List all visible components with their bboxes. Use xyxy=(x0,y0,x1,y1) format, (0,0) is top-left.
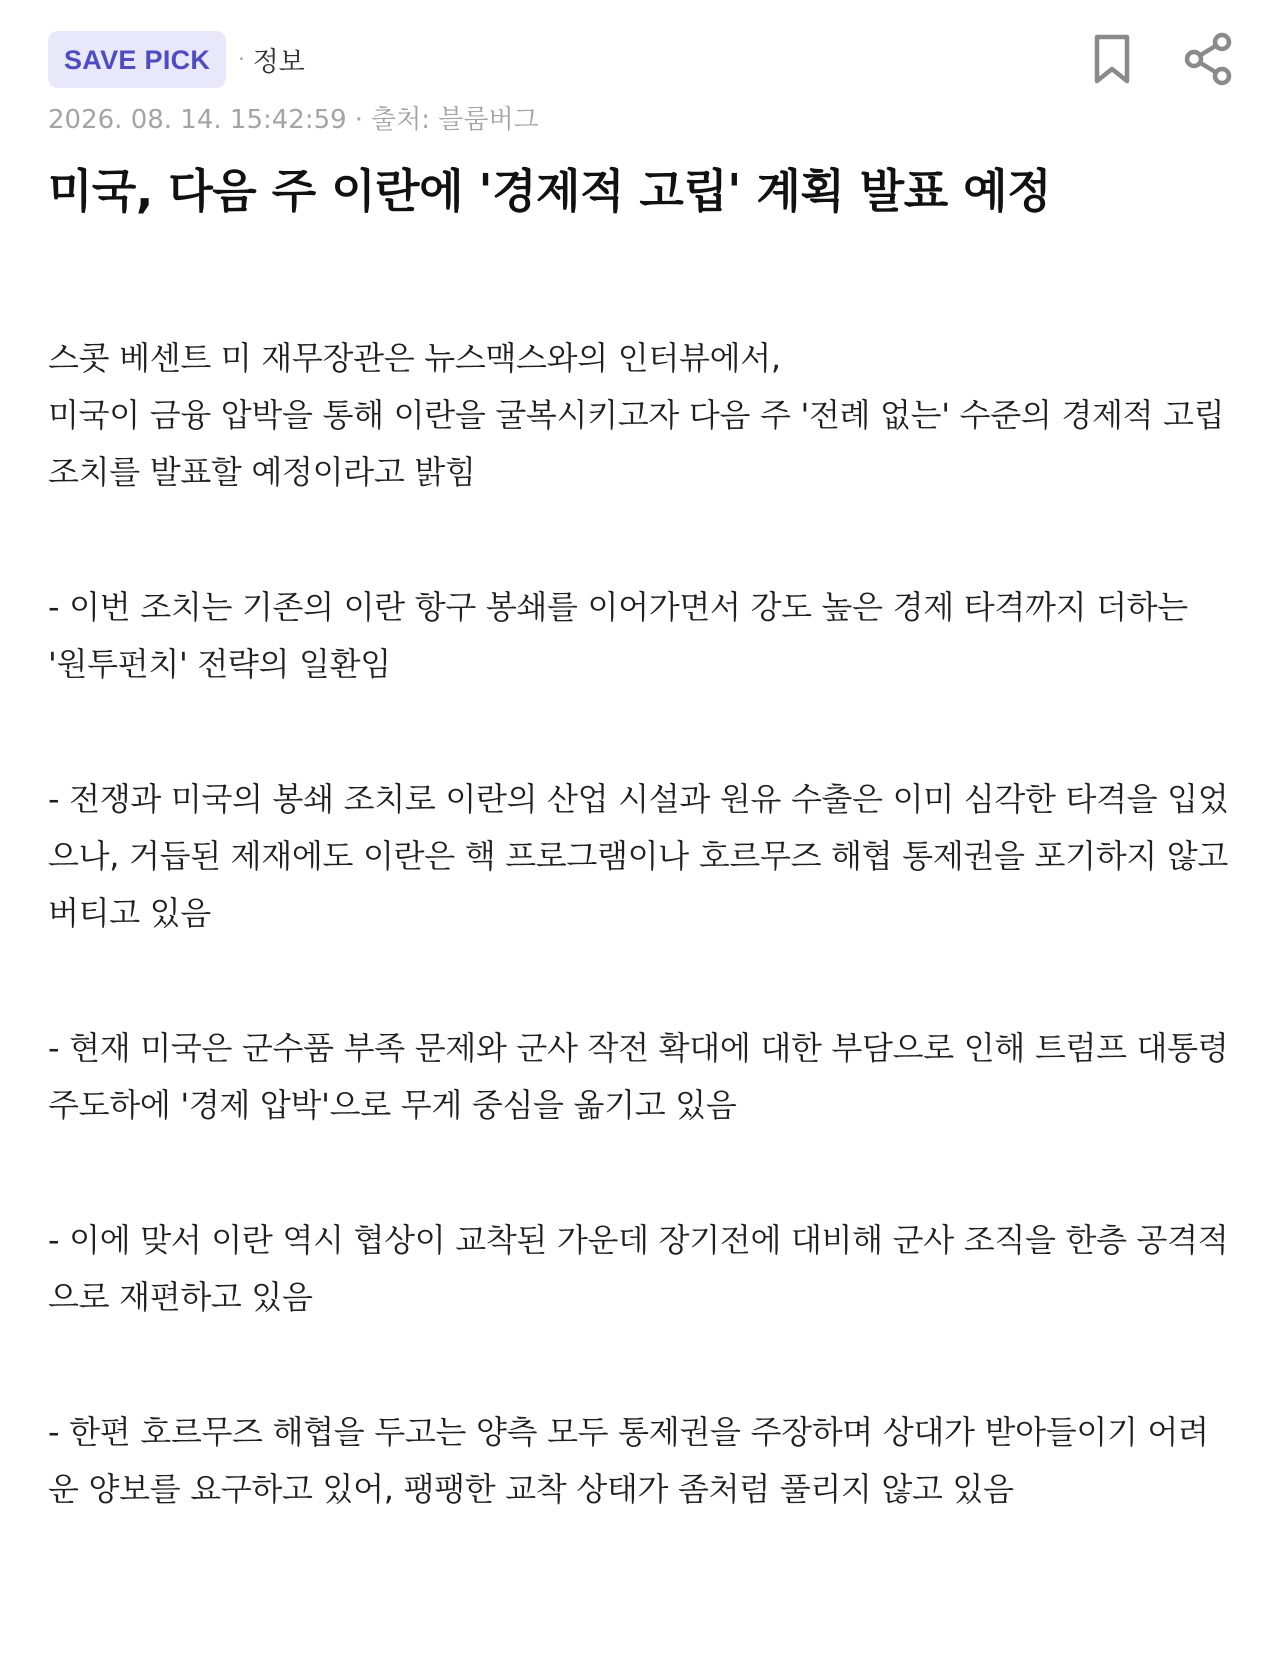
article-paragraph xyxy=(48,1212,1236,1326)
article-title: 미국, 다음 주 이란에 '경제적 고립' 계획 발표 예정 xyxy=(48,164,1052,218)
timestamp: 2026. 08. 14. 15:42:59 xyxy=(48,105,347,135)
source-label: 출처: 블룸버그 xyxy=(370,105,539,135)
article-paragraph xyxy=(48,1404,1236,1518)
article-page xyxy=(48,30,1236,1518)
paragraph-line: 미국이 금융 압박을 통해 이란을 굴복시키고자 다음 주 '전례 없는' 수준의 경제적 고립 조치를 발표할 예정이라고 밝힘 xyxy=(48,396,1225,491)
article-paragraph xyxy=(48,579,1236,693)
share-button[interactable] xyxy=(1180,31,1236,87)
paragraph-line: - 이에 맞서 이란 역시 협상이 교착된 가운데 장기전에 대비해 군사 조직을 한층 공격적으로 재편하고 있음 xyxy=(48,1221,1229,1316)
share-icon xyxy=(1182,32,1234,86)
article-paragraph xyxy=(48,1020,1236,1134)
save-pick-badge[interactable]: SAVE PICK xyxy=(48,31,226,88)
category-label[interactable]: 정보 xyxy=(252,46,305,78)
article-meta xyxy=(48,102,1236,138)
header-separator: · xyxy=(238,47,245,71)
article-body xyxy=(48,330,1236,1518)
article-paragraph xyxy=(48,771,1236,942)
paragraph-line: - 한편 호르무즈 해협을 두고는 양측 모두 통제권을 주장하며 상대가 받아들이기 어려운 양보를 요구하고 있어, 팽팽한 교착 상태가 좀처럼 풀리지 않고 있음 xyxy=(48,1413,1209,1508)
paragraph-line: - 이번 조치는 기존의 이란 항구 봉쇄를 이어가면서 강도 높은 경제 타격까지 더하는 '원투펀치' 전략의 일환임 xyxy=(48,588,1188,683)
meta-separator: · xyxy=(354,105,363,135)
article-header xyxy=(48,30,1236,88)
paragraph-line: - 전쟁과 미국의 봉쇄 조치로 이란의 산업 시설과 원유 수출은 이미 심각한 타격을 입었으나, 거듭된 제재에도 이란은 핵 프로그램이나 호르무즈 해협 통제권을 포기하지 않고 버티고 있음 xyxy=(48,780,1229,932)
bookmark-button[interactable] xyxy=(1084,31,1140,87)
header-actions xyxy=(1084,30,1236,88)
article-paragraph xyxy=(48,330,1236,501)
paragraph-line: 스콧 베센트 미 재무장관은 뉴스맥스와의 인터뷰에서, xyxy=(48,339,781,377)
bookmark-icon xyxy=(1092,33,1132,85)
paragraph-line: - 현재 미국은 군수품 부족 문제와 군사 작전 확대에 대한 부담으로 인해 트럼프 대통령 주도하에 '경제 압박'으로 무게 중심을 옮기고 있음 xyxy=(48,1029,1229,1124)
